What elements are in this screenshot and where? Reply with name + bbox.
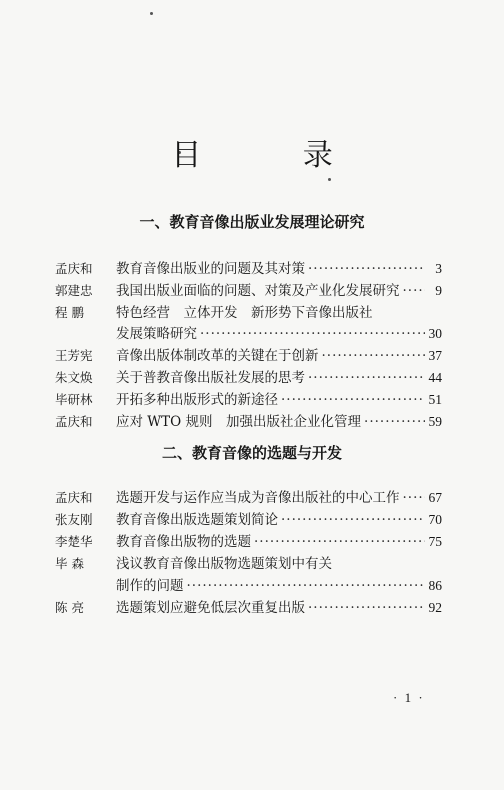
entry-author: 李楚华	[55, 534, 93, 549]
entry-author: 王芳宪	[55, 348, 93, 363]
dot-leader	[364, 414, 425, 430]
dot-leader	[281, 512, 425, 528]
entry-page: 30	[428, 326, 442, 341]
toc-entry[interactable]	[0, 596, 504, 618]
dot-leader	[308, 370, 425, 386]
section-heading: 一、教育音像出版业发展理论研究	[139, 213, 365, 231]
toc-entry[interactable]	[0, 508, 504, 530]
dot-leader	[403, 283, 426, 299]
entry-title: 教育音像出版物的选题	[116, 534, 251, 550]
entry-author: 郭建忠	[55, 283, 93, 298]
entry-title-continuation: 发展策略研究	[116, 326, 197, 342]
entry-author: 张友刚	[55, 512, 93, 527]
entry-page: 37	[428, 348, 442, 363]
entry-title: 教育音像出版业的问题及其对策	[116, 261, 305, 277]
entry-title: 开拓多种出版形式的新途径	[116, 392, 278, 408]
speck-mark	[150, 12, 153, 15]
entry-title: 选题策划应避免低层次重复出版	[116, 600, 305, 616]
entry-page: 92	[428, 600, 442, 615]
toc-entry[interactable]	[0, 301, 504, 323]
entry-title: 浅议教育音像出版物选题策划中有关	[116, 556, 332, 572]
toc-entry-continuation[interactable]	[0, 322, 504, 344]
entry-page: 67	[428, 490, 442, 505]
toc-entry[interactable]	[0, 410, 504, 432]
toc-entry[interactable]	[0, 257, 504, 279]
entry-author: 毕 森	[55, 556, 84, 571]
entry-page: 70	[428, 512, 442, 527]
entry-title: 教育音像出版选题策划简论	[116, 512, 278, 528]
entry-author: 陈 亮	[55, 600, 84, 615]
entry-author: 毕研林	[55, 392, 93, 407]
dot-leader	[200, 326, 425, 342]
entry-author: 朱文焕	[55, 370, 93, 385]
toc-entry[interactable]	[0, 279, 504, 301]
entry-title: 关于普教音像出版社发展的思考	[116, 370, 305, 386]
entry-author: 孟庆和	[55, 261, 93, 276]
toc-entry[interactable]	[0, 530, 504, 552]
dot-leader	[308, 261, 425, 277]
entry-title: 特色经营 立体开发 新形势下音像出版社	[116, 305, 373, 321]
toc-entry-continuation[interactable]	[0, 574, 504, 596]
dot-leader	[403, 490, 426, 506]
entry-page: 51	[428, 392, 442, 407]
toc-entry[interactable]	[0, 552, 504, 574]
entry-title: 音像出版体制改革的关键在于创新	[116, 348, 319, 364]
entry-page: 9	[435, 283, 442, 298]
page-title: 目 录	[171, 138, 379, 173]
entry-title: 应对 WTO 规则 加强出版社企业化管理	[116, 414, 362, 430]
entry-page: 75	[428, 534, 442, 549]
toc-entry[interactable]	[0, 366, 504, 388]
dot-leader	[254, 534, 425, 550]
entry-title-continuation: 制作的问题	[116, 578, 184, 594]
entry-title: 选题开发与运作应当成为音像出版社的中心工作	[116, 490, 400, 506]
entry-title: 我国出版业面临的问题、对策及产业化发展研究	[116, 283, 400, 299]
page-number: · 1 ·	[393, 690, 425, 705]
toc-entry[interactable]	[0, 388, 504, 410]
section-heading: 二、教育音像的选题与开发	[161, 444, 342, 462]
dot-leader	[187, 578, 426, 594]
toc-entry[interactable]	[0, 344, 504, 366]
entry-author: 孟庆和	[55, 490, 93, 505]
toc-entry[interactable]	[0, 486, 504, 508]
entry-page: 86	[428, 578, 442, 593]
speck-mark	[328, 178, 331, 181]
dot-leader	[308, 600, 425, 616]
dot-leader	[281, 392, 425, 408]
dot-leader	[322, 348, 426, 364]
entry-page: 44	[428, 370, 442, 385]
entry-page: 3	[435, 261, 442, 276]
entry-author: 程 鹏	[55, 305, 84, 320]
entry-page: 59	[428, 414, 442, 429]
entry-author: 孟庆和	[55, 414, 93, 429]
